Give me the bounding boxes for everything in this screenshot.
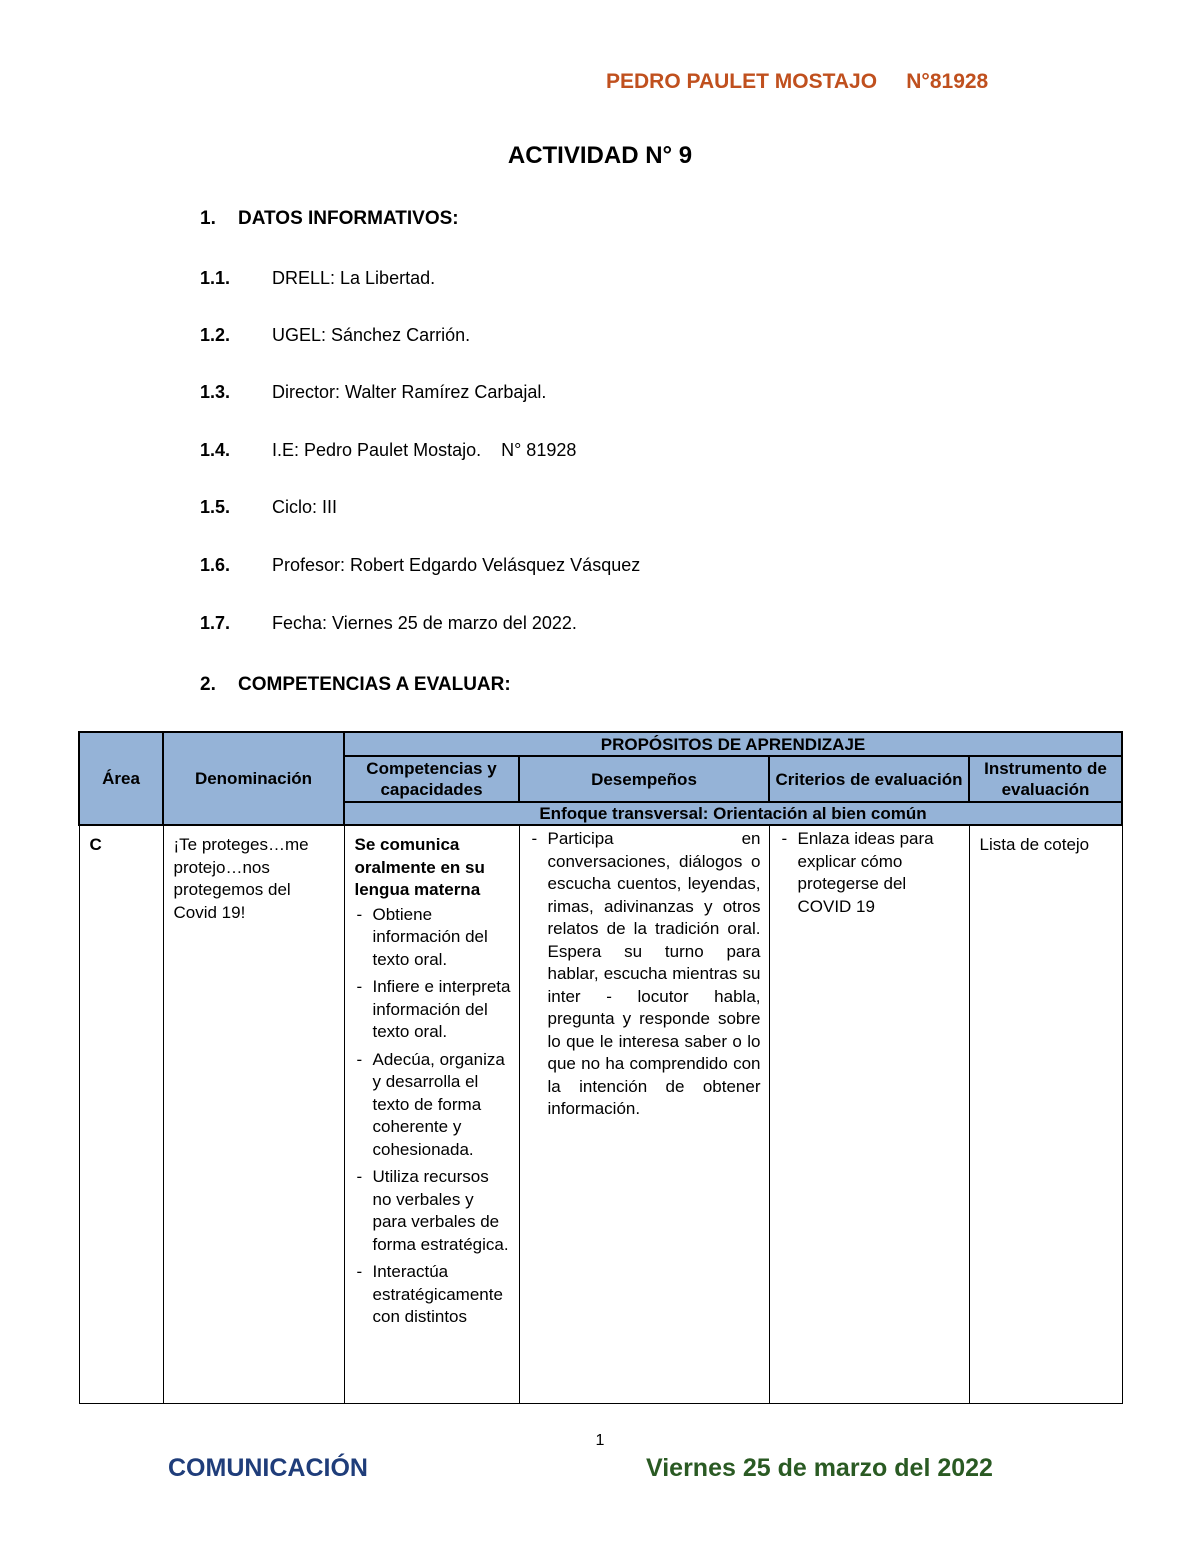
- header-propositos: PROPÓSITOS DE APRENDIZAJE: [344, 732, 1122, 756]
- info-number: 1.3.: [200, 382, 231, 402]
- cell-denominacion: ¡Te proteges…me protejo…nos protegemos del Covid 19!: [163, 825, 344, 1403]
- info-text: I.E: Pedro Paulet Mostajo. N° 81928: [272, 440, 577, 460]
- list-item: - Infiere e interpreta información del texto oral.: [355, 976, 511, 1044]
- info-item-fecha: [200, 613, 900, 634]
- competencia-title: Se comunica oralmente en su lengua materna: [354, 835, 485, 899]
- capacidades-list: [355, 904, 511, 1329]
- activity-title: ACTIVIDAD N° 9: [507, 142, 693, 169]
- section-label: COMPETENCIAS A EVALUAR:: [238, 674, 511, 695]
- header-denominacion: Denominación: [163, 732, 344, 825]
- cell-instrumento: Lista de cotejo: [969, 825, 1122, 1403]
- school-header: [606, 70, 988, 94]
- info-number: 1.6.: [200, 555, 231, 575]
- list-item: - Obtiene información del texto oral.: [355, 904, 511, 972]
- info-item-ugel: [200, 325, 900, 346]
- cell-competencias: [344, 825, 519, 1403]
- info-number: 1.5.: [200, 497, 231, 517]
- info-text: Fecha: Viernes 25 de marzo del 2022.: [272, 613, 577, 633]
- info-text: UGEL: Sánchez Carrión.: [272, 325, 471, 345]
- desempenos-list: [530, 828, 761, 1121]
- header-criterios: Criterios de evaluación: [769, 756, 969, 802]
- info-text: DRELL: La Libertad.: [272, 268, 436, 288]
- section-number: 2.: [200, 674, 216, 695]
- page-number: 1: [595, 1432, 605, 1449]
- header-instrumento: Instrumento de evaluación: [969, 756, 1122, 802]
- school-name: PEDRO PAULET MOSTAJO: [606, 70, 878, 93]
- section-label: DATOS INFORMATIVOS:: [238, 208, 459, 229]
- info-item-ciclo: [200, 497, 900, 518]
- info-number: 1.7.: [200, 613, 231, 633]
- info-text: Ciclo: III: [272, 497, 338, 517]
- info-text: Profesor: Robert Edgardo Velásquez Vásquez: [272, 555, 641, 575]
- list-item: - Utiliza recursos no verbales y para verbales de forma estratégica.: [355, 1166, 511, 1256]
- header-area: Área: [79, 732, 163, 825]
- cell-area: C: [79, 825, 163, 1403]
- footer-date: Viernes 25 de marzo del 2022: [646, 1454, 993, 1482]
- info-item-profesor: [200, 555, 900, 576]
- section-competencias: [200, 674, 511, 696]
- header-competencias: Competencias y capacidades: [344, 756, 519, 802]
- header-desempenos: Desempeños: [519, 756, 769, 802]
- list-item: - Enlaza ideas para explicar cómo protegerse del COVID 19: [780, 828, 961, 918]
- cell-criterios: [769, 825, 969, 1403]
- info-item-drell: [200, 268, 900, 289]
- competencias-table: [78, 731, 1123, 1404]
- info-item-ie: [200, 440, 900, 461]
- info-number: 1.4.: [200, 440, 231, 460]
- info-number: 1.1.: [200, 268, 231, 288]
- section-datos-informativos: [200, 208, 459, 230]
- section-number: 1.: [200, 208, 216, 229]
- header-enfoque: Enfoque transversal: Orientación al bien común: [344, 802, 1122, 825]
- school-number: N°81928: [906, 70, 989, 93]
- table-row: [79, 825, 1122, 1403]
- criterios-list: [780, 828, 961, 918]
- info-text: Director: Walter Ramírez Carbajal.: [272, 382, 547, 402]
- footer-area: COMUNICACIÓN: [168, 1454, 368, 1482]
- info-number: 1.2.: [200, 325, 231, 345]
- list-item: - Interactúa estratégicamente con distintos: [355, 1261, 511, 1329]
- info-item-director: [200, 382, 900, 403]
- list-item: - Adecúa, organiza y desarrolla el texto de forma coherente y cohesionada.: [355, 1049, 511, 1162]
- cell-desempenos: [519, 825, 769, 1403]
- list-item: - Participa en conversaciones, diálogos o escucha cuentos, leyendas, rimas, adivinanzas y otros relatos de la tradición oral. Espera su turno para hablar, escucha mientras su inter - locutor habla, pregunta y responde sobre lo que le interesa saber o lo que no ha comprendido con la intención de obtener información.: [530, 828, 761, 1121]
